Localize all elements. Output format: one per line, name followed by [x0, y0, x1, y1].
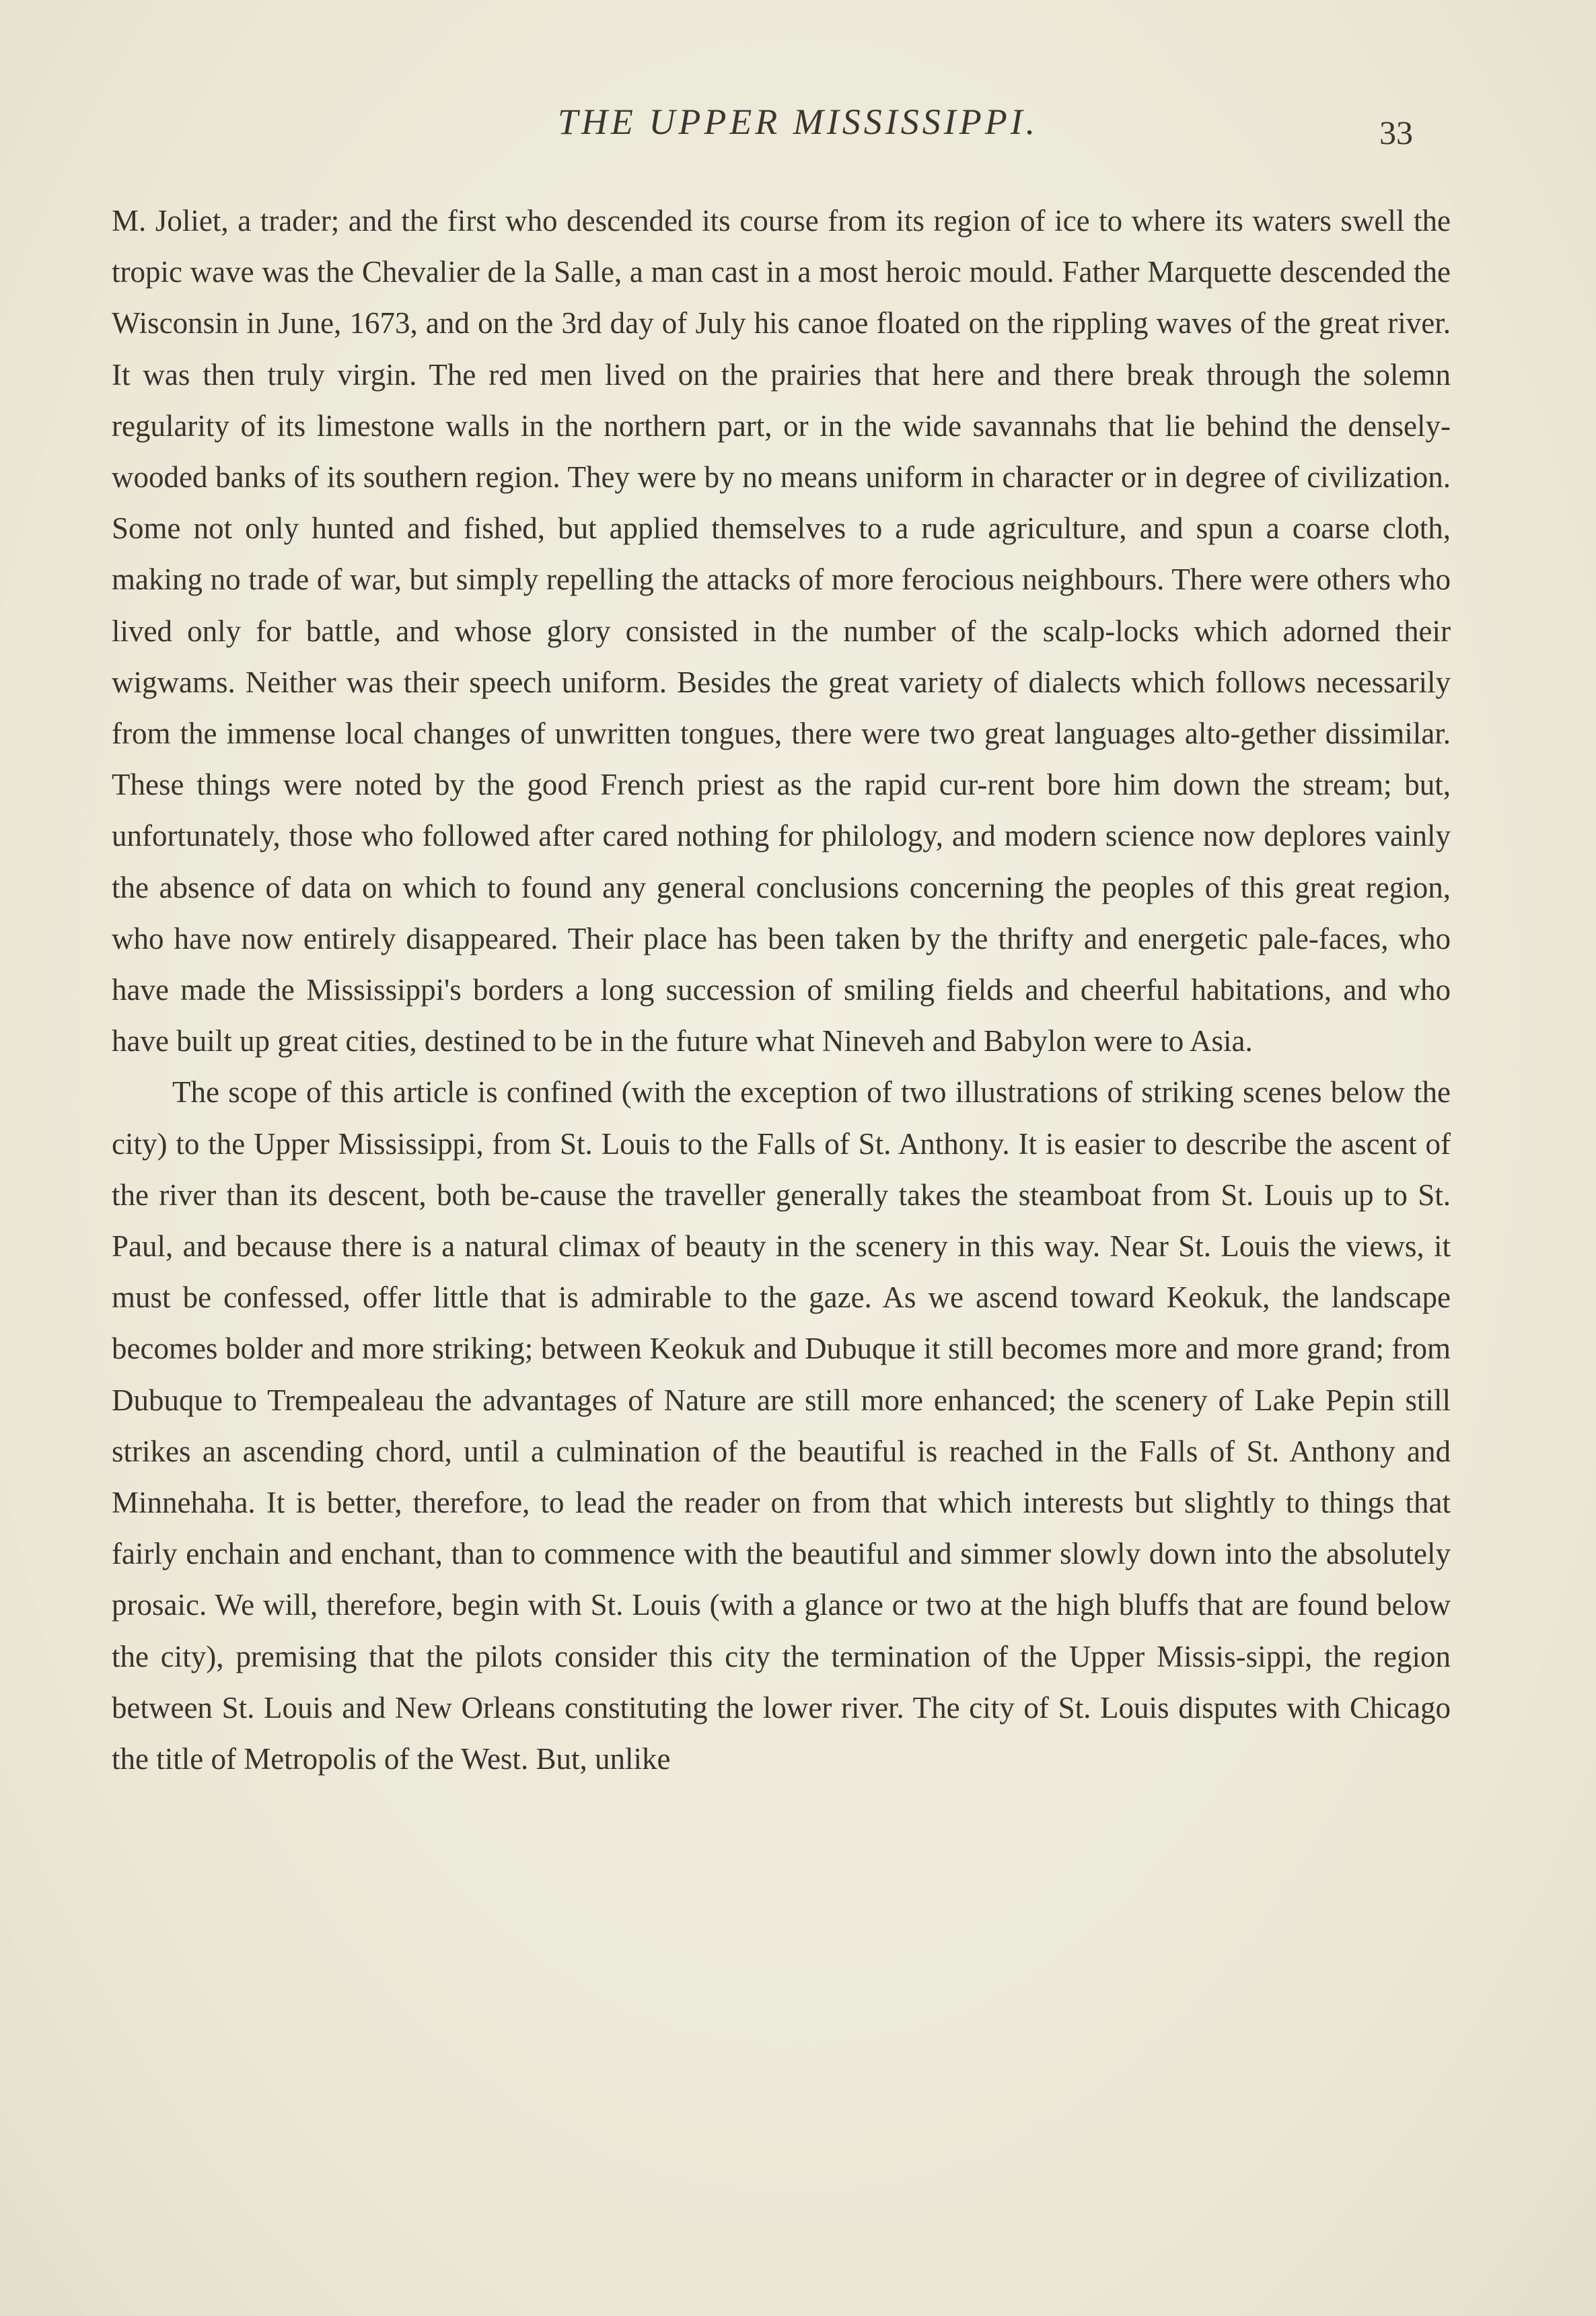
body-text [112, 195, 1451, 1784]
paragraph: M. Joliet, a trader; and the first who descended its course from its region of ice to where its waters swell the tropic wave was the Chevalier de la Salle, a man cast in a most heroic mould. Father Marquette descended the Wisconsin in June, 1673, and on the 3rd day of July his canoe floated on the rippling waves of the great river. It was then truly virgin. The red men lived on the prairies that here and there break through the solemn regularity of its limestone walls in the northern part, or in the wide savannahs that lie behind the densely-wooded banks of its southern region. They were by no means uniform in character or in degree of civilization. Some not only hunted and fished, but applied themselves to a rude agriculture, and spun a coarse cloth, making no trade of war, but simply repelling the attacks of more ferocious neighbours. There were others who lived only for battle, and whose glory consisted in the number of the scalp-locks which adorned their wigwams. Neither was their speech uniform. Besides the great variety of dialects which follows necessarily from the immense local changes of unwritten tongues, there were two great languages alto-gether dissimilar. These things were noted by the good French priest as the rapid cur-rent bore him down the stream; but, unfortunately, those who followed after cared nothing for philology, and modern science now deplores vainly the absence of data on which to found any general conclusions concerning the peoples of this great region, who have now entirely disappeared. Their place has been taken by the thrifty and energetic pale-faces, who have made the Mississippi's borders a long succession of smiling fields and cheerful habitations, and who have built up great cities, destined to be in the future what Nineveh and Babylon were to Asia. [112, 204, 1451, 1058]
paragraph: The scope of this article is confined (with the exception of two illustrations of striking scenes below the city) to the Upper Mississippi, from St. Louis to the Falls of St. Anthony. It is easier to describe the ascent of the river than its descent, both be-cause the traveller generally takes the steamboat from St. Louis up to St. Paul, and because there is a natural climax of beauty in the scenery in this way. Near St. Louis the views, it must be confessed, offer little that is admirable to the gaze. As we ascend toward Keokuk, the landscape becomes bolder and more striking; between Keokuk and Dubuque it still becomes more and more grand; from Dubuque to Trempealeau the advantages of Nature are still more enhanced; the scenery of Lake Pepin still strikes an ascending chord, until a culmination of the beautiful is reached in the Falls of St. Anthony and Minnehaha. It is better, therefore, to lead the reader on from that which interests but slightly to things that fairly enchain and enchant, than to commence with the beautiful and simmer slowly down into the absolutely prosaic. We will, therefore, begin with St. Louis (with a glance or two at the high bluffs that are found below the city), premising that the pilots consider this city the termination of the Upper Missis-sippi, the region between St. Louis and New Orleans constituting the lower river. The city of St. Louis disputes with Chicago the title of Metropolis of the West. But, unlike [112, 1075, 1451, 1776]
running-header-title: THE UPPER MISSISSIPPI. [557, 102, 1039, 142]
page-number: 33 [1379, 114, 1413, 151]
